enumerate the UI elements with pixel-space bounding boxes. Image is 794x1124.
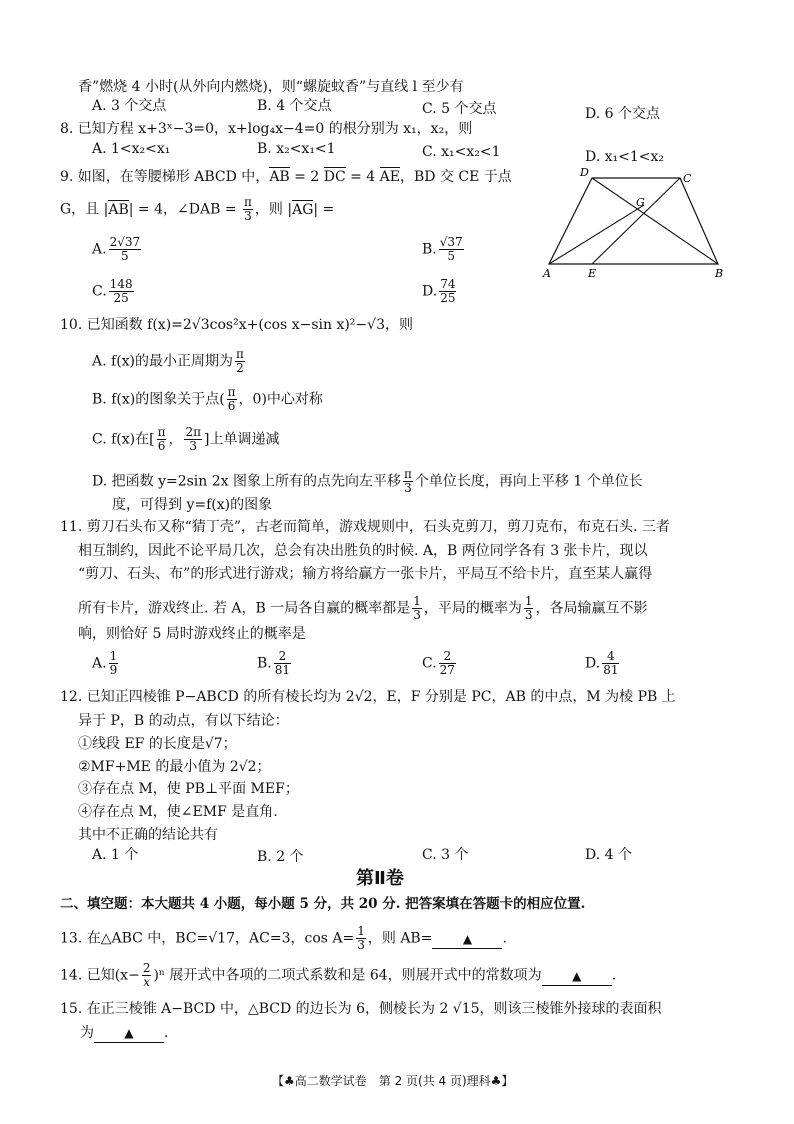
q14-answer-blank: ▲ [542,967,612,986]
q11-option-a: A. $\frac{1}{9}$ [92,649,118,677]
q12-option-d: D. 4 个 [585,847,632,863]
vector-ae: AE [379,169,400,185]
q11-line5: 响，则恰好 5 局时游戏终止的概率是 [78,626,306,642]
q12-option-c: C. 3 个 [422,847,469,863]
q11-option-b: B. $\frac{2}{81}$ [257,649,291,677]
q12-option-b: B. 2 个 [257,849,304,865]
q11-option-c: C. $\frac{2}{27}$ [422,649,455,677]
trapezoid-outline [549,178,718,264]
q9-option-c: C. $\frac{148}{25}$ [92,277,133,305]
q9-trapezoid-figure [540,165,740,280]
q9-stem: 9. 如图，在等腰梯形 ABCD 中，AB = 2 DC = 4 AE，BD 交 CE 于点 [60,169,512,185]
q8-stem: 8. 已知方程 x+3ˣ−3=0，x+log₄x−4=0 的根分别为 x₁，x₂，则 [60,121,473,137]
q7-stem-tail: 香”燃烧 4 小时(从外向内燃烧)，则“螺旋蚊香”与直线 l 至少有 [78,79,464,95]
q15-line1: 15. 在正三棱锥 A−BCD 中，△BCD 的边长为 6，侧棱长为 2 √15，则该三棱锥外接球的表面积 [60,1001,662,1017]
q8-option-a: A. 1<x₂<x₁ [92,141,171,157]
q11-line1: 11. 剪刀石头布又称“猜丁壳”，古老而简单，游戏规则中，石头克剪刀，剪刀克布，布克石头. 三者 [60,519,670,535]
page-footer: 【♣高二数学试卷 第 2 页(共 4 页)理科♣】 [272,1074,514,1088]
q12-statement-1: ①线段 EF 的长度是√7； [78,736,237,752]
q12-line1: 12. 已知正四棱锥 P−ABCD 的所有棱长均为 2√2，E，F 分别是 PC，AB 的中点，M 为棱 PB 上 [60,689,676,705]
q9-option-d: D. $\frac{74}{25}$ [422,277,456,305]
label-b: B [715,267,724,280]
q13: 13. 在△ABC 中，BC=√17，AC=3，cos A= $\frac{1}{3}$ ，则 AB= ▲ . [60,924,507,952]
q12-option-a: A. 1 个 [92,847,139,863]
part2-title: 第Ⅱ卷 [356,868,404,889]
label-e: E [588,267,597,280]
q12-line2: 异于 P，B 的动点，有以下结论： [78,713,289,729]
q9-stem-line2: G，且 |AB| = 4，∠DAB = $\frac{\pi}{3}$ ，则 |AG| = [60,195,335,223]
segment-ce [592,178,680,264]
label-g: G [636,196,645,209]
q9-option-a: A. $\frac{2√37}{5}$ [92,235,141,263]
q9-option-b: B. $\frac{√37}{5}$ [422,235,463,263]
q12-statement-4: ④存在点 M，使∠EMF 是直角. [78,804,278,820]
q7-option-c: C. 5 个交点 [422,101,497,117]
label-c: C [683,172,692,185]
q10-option-c: C. f(x)在[ $\frac{\pi}{6}$ ， $\frac{2\pi}{3}$ ]上单调递减 [92,425,280,453]
q12-statement-3: ③存在点 M，使 PB⊥平面 MEF； [78,781,299,797]
q11-line3: “剪刀、石头、布”的形式进行游戏；输方将给赢方一张卡片，平局互不给卡片，直至某人赢得 [78,566,653,582]
q15-answer-blank: ▲ [94,1024,164,1043]
label-d: D [580,166,589,179]
q7-option-d: D. 6 个交点 [585,106,660,122]
q14: 14. 已知(x− $\frac{2}{x}$ )ⁿ 展开式中各项的二项式系数和是 64，则展开式中的常数项为 ▲ . [60,961,617,989]
q8-option-c: C. x₁<x₂<1 [422,144,501,160]
q8-option-d: D. x₁<1<x₂ [585,149,665,165]
q11-line2: 相互制约，因此不论平局几次，总会有决出胜负的时候. A，B 两位同学各有 3 张卡片，现以 [78,543,648,559]
q11-line4: 所有卡片，游戏终止. 若 A，B 一局各自赢的概率都是 $\frac{1}{3}$ ，平局的概率为 $\frac{1}{3}$ ，各局输赢互不影 [78,594,648,622]
q8-option-b: B. x₂<x₁<1 [257,141,336,157]
q10-option-d: D. 把函数 y=2sin 2x 图象上所有的点先向左平移 $\frac{\pi}{3}$ 个单位长度，再向上平移 1 个单位长 [92,467,643,495]
section-fill-in-header: 二、填空题：本大题共 4 小题，每小题 5 分，共 20 分. 把答案填在答题卡的相应位置. [60,896,586,912]
q10-option-a: A. f(x)的最小正周期为 $\frac{\pi}{2}$ [92,347,244,375]
q10-option-b: B. f(x)的图象关于点( $\frac{\pi}{6}$ ，0)中心对称 [92,385,323,413]
q13-answer-blank: ▲ [432,930,502,949]
q10-option-d-line2: 度，可得到 y=f(x)的图象 [112,497,273,513]
q15-line2: 为 ▲ . [80,1025,169,1041]
q11-option-d: D. $\frac{4}{81}$ [585,649,619,677]
q12-statement-2: ②MF+ME 的最小值为 2√2； [78,759,271,775]
q7-option-b: B. 4 个交点 [257,98,332,114]
vector-dc: DC [323,169,346,185]
q10-stem: 10. 已知函数 f(x)=2√3cos²x+(cos x−sin x)²−√3，则 [60,317,413,333]
q7-option-a: A. 3 个交点 [92,98,167,114]
q12-ask: 其中不正确的结论共有 [78,827,218,843]
vector-ab: AB [269,169,290,185]
label-a: A [543,267,551,280]
